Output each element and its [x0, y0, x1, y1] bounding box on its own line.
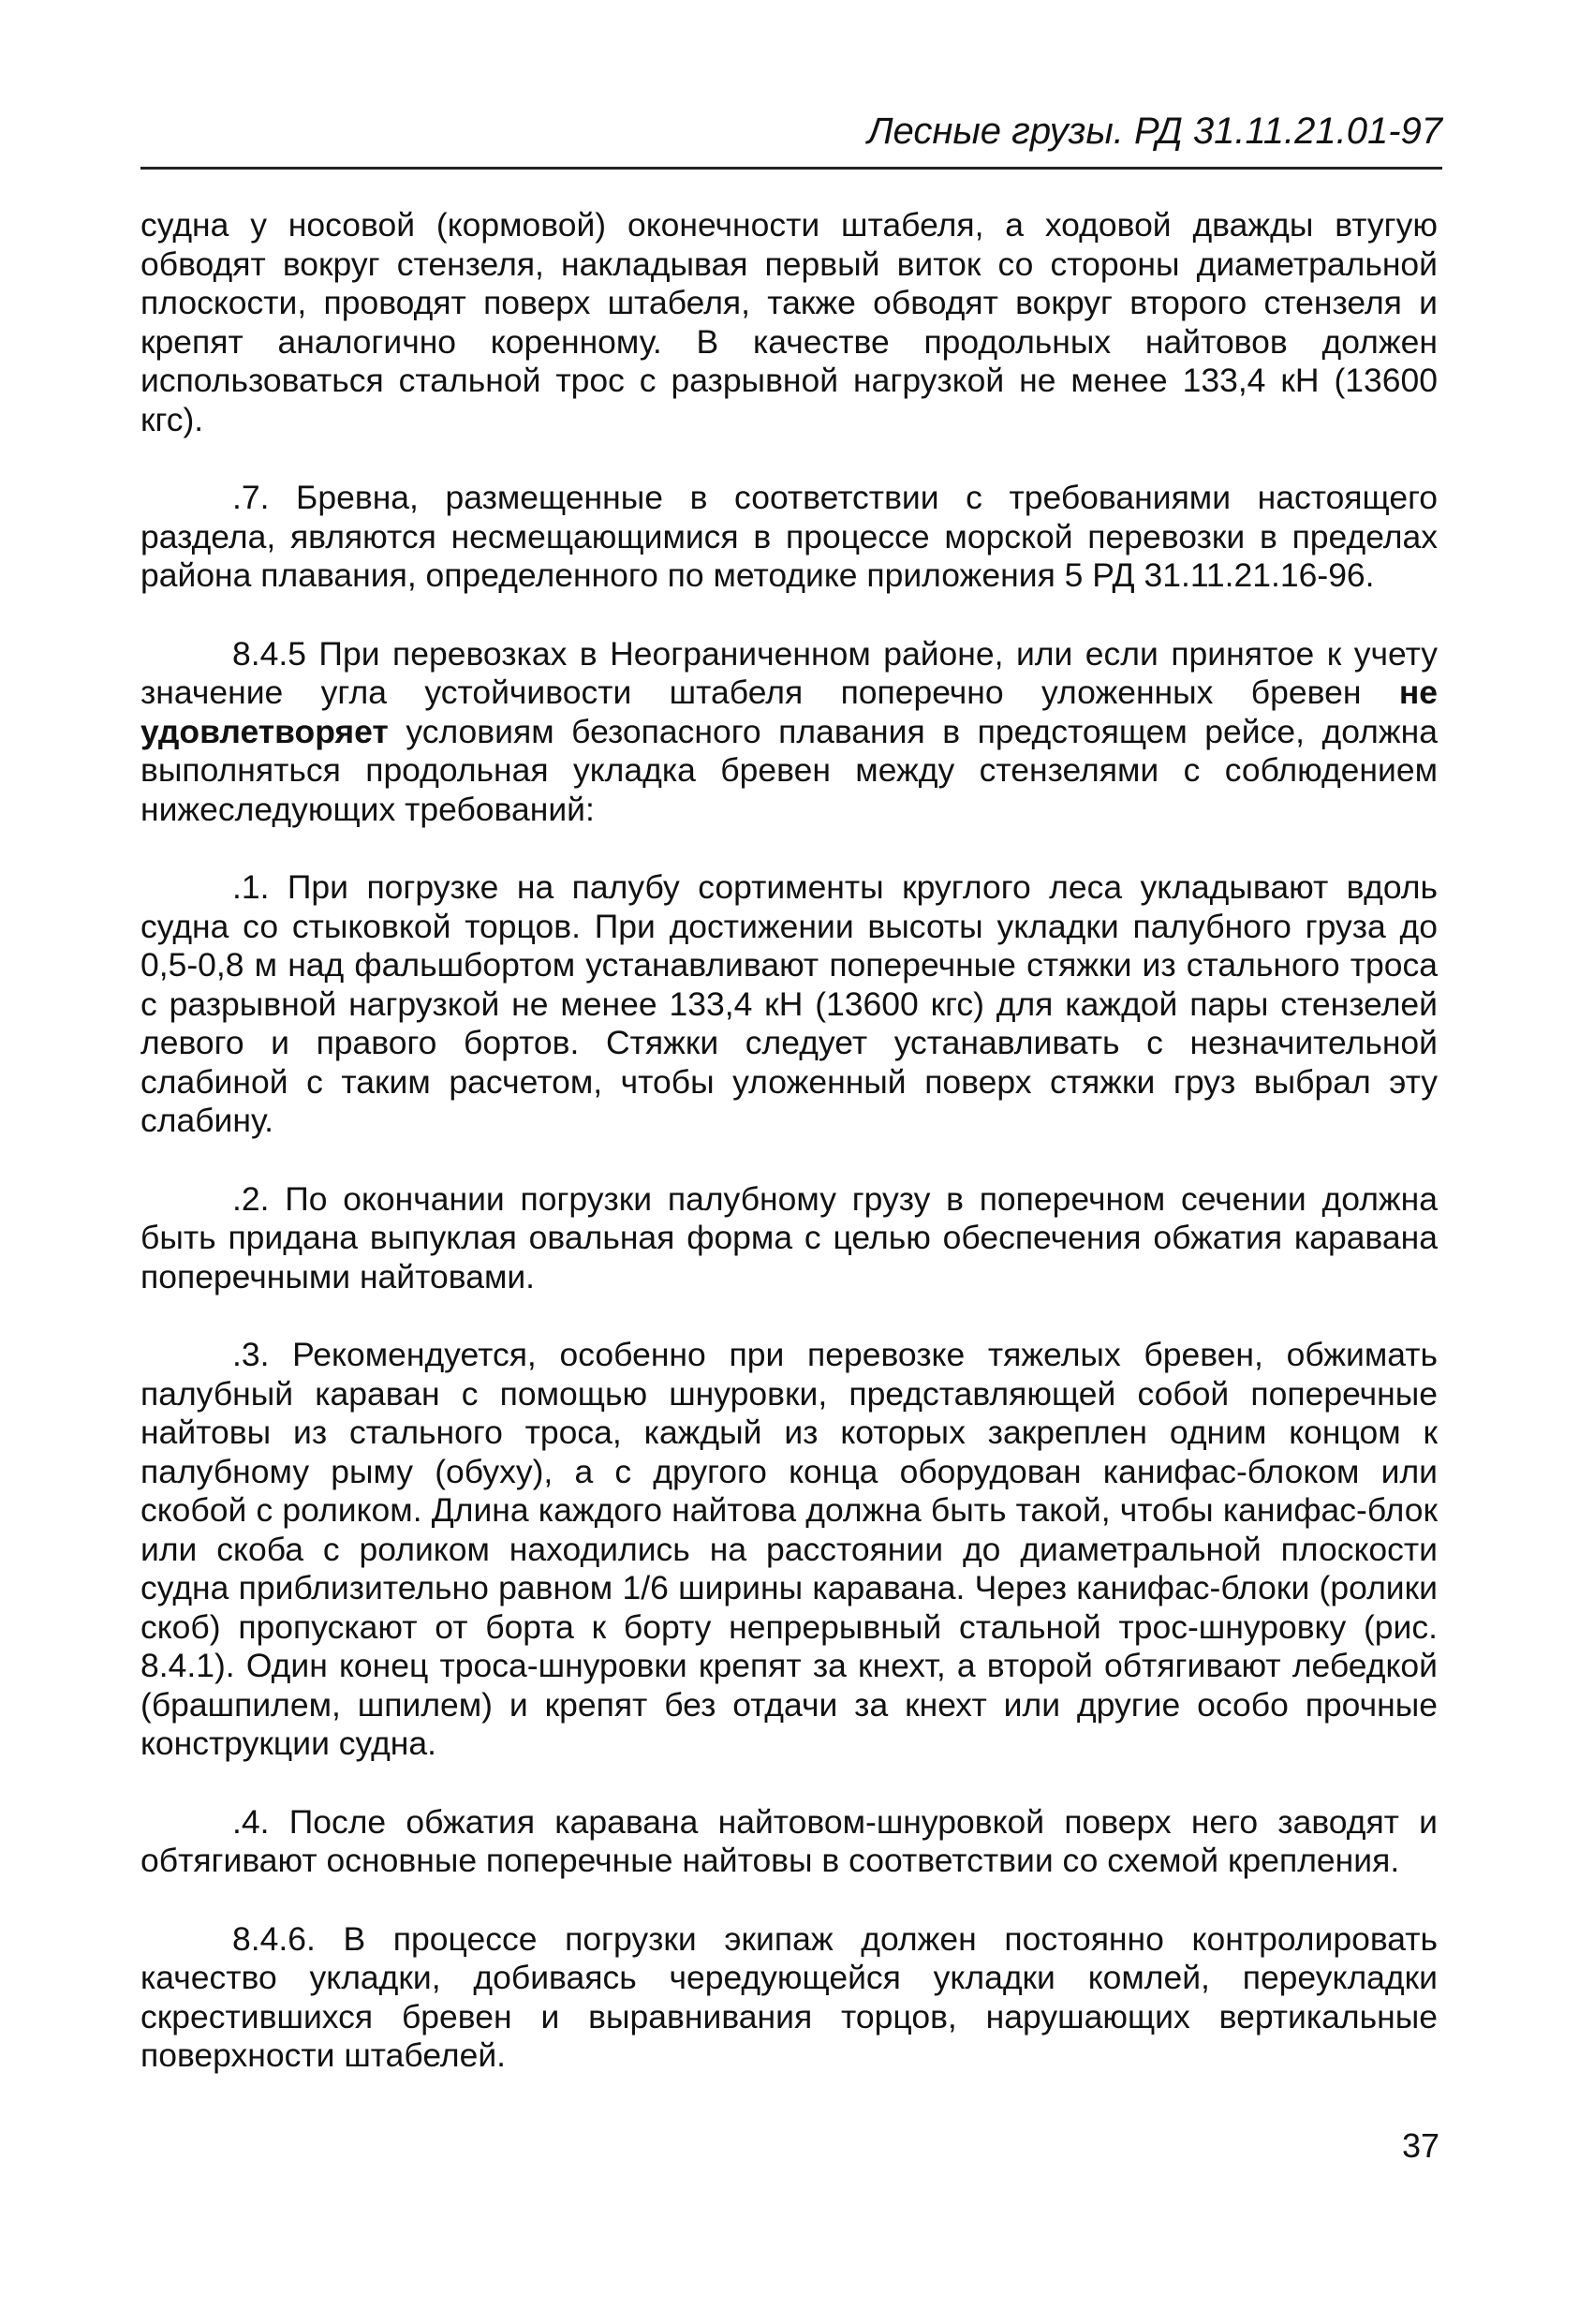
paragraph-item-3: .3. Рекомендуется, особенно при перевозке тяжелых бревен, обжимать палубный караван с помощью шнуровки, представляющей собой поперечные найтовы из стального троса, каждый из которых закреплен одним концом к палубному рыму (обуху), а с другого конца оборудован канифас-блоком или скобой с роликом. Длина каждого найтова должна быть такой, чтобы канифас-блок или скоба с роликом находились на расстоянии до диаметральной плоскости судна приблизительно равном 1/6 ширины каравана. Через канифас-блоки (ролики скоб) пропускают от борта к борту непрерывный стальной трос-шнуровку (рис. 8.4.1). Один конец троса-шнуровки крепят за кнехт, а второй обтягивают лебедкой (брашпилем, шпилем) и крепят без отдачи за кнехт или другие особо прочные конструкции судна.	[140, 1336, 1438, 1762]
document-body	[140, 206, 1438, 2115]
paragraph-8-4-5-text-end: условиям безопасного плавания в предстоящем рейсе, должна выполняться продольная укладка бревен между стензелями с соблюдением нижеследующих требований:	[140, 712, 1438, 828]
page-number: 37	[1401, 2126, 1439, 2165]
paragraph-8-4-5	[140, 635, 1438, 830]
bold-emphasis: не удовлетворяет	[140, 674, 1438, 750]
running-header: Лесные грузы. РД 31.11.21.01-97	[867, 111, 1442, 152]
paragraph-7: .7. Бревна, размещенные в соответствии с требованиями настоящего раздела, являются несмещающимися в процессе морской перевозки в пределах района плавания, определенного по методике приложения 5 РД 31.11.21.16-96.	[140, 479, 1438, 594]
paragraph-continued: судна у носовой (кормовой) оконечности штабеля, а ходовой дважды втугую обводят вокруг стензеля, накладывая первый виток со стороны диаметральной плоскости, проводят поверх штабеля, также обводят вокруг второго стензеля и крепят аналогично коренному. В качестве продольных найтовов должен использоваться стальной трос с разрывной нагрузкой не менее 133,4 кН (13600 кгс).	[140, 206, 1438, 438]
paragraph-item-2: .2. По окончании погрузки палубному грузу в поперечном сечении должна быть придана выпуклая овальная форма с целью обеспечения обжатия каравана поперечными найтовами.	[140, 1179, 1438, 1295]
paragraph-8-4-5-text-start: 8.4.5 При перевозках в Неограниченном районе, или если принятое к учету значение угла устойчивости штабеля поперечно уложенных бревен	[140, 634, 1438, 711]
paragraph-item-4: .4. После обжатия каравана найтовом-шнуровкой поверх него заводят и обтягивают основные поперечные найтовы в соответствии со схемой крепления.	[140, 1802, 1438, 1879]
paragraph-8-4-6: 8.4.6. В процессе погрузки экипаж должен постоянно контролировать качество укладки, добиваясь чередующейся укладки комлей, переукладки скрестившихся бревен и выравнивания торцов, нарушающих вертикальные поверхности штабелей.	[140, 1919, 1438, 2074]
paragraph-item-1: .1. При погрузке на палубу сортименты круглого леса укладывают вдоль судна со стыковкой торцов. При достижении высоты укладки палубного груза до 0,5-0,8 м над фальшбортом устанавливают поперечные стяжки из стального троса с разрывной нагрузкой не менее 133,4 кН (13600 кгс) для каждой пары стензелей левого и правого бортов. Стяжки следует устанавливать с незначительной слабиной с таким расчетом, чтобы уложенный поверх стяжки груз выбрал эту слабину.	[140, 868, 1438, 1139]
header-rule	[140, 167, 1442, 170]
